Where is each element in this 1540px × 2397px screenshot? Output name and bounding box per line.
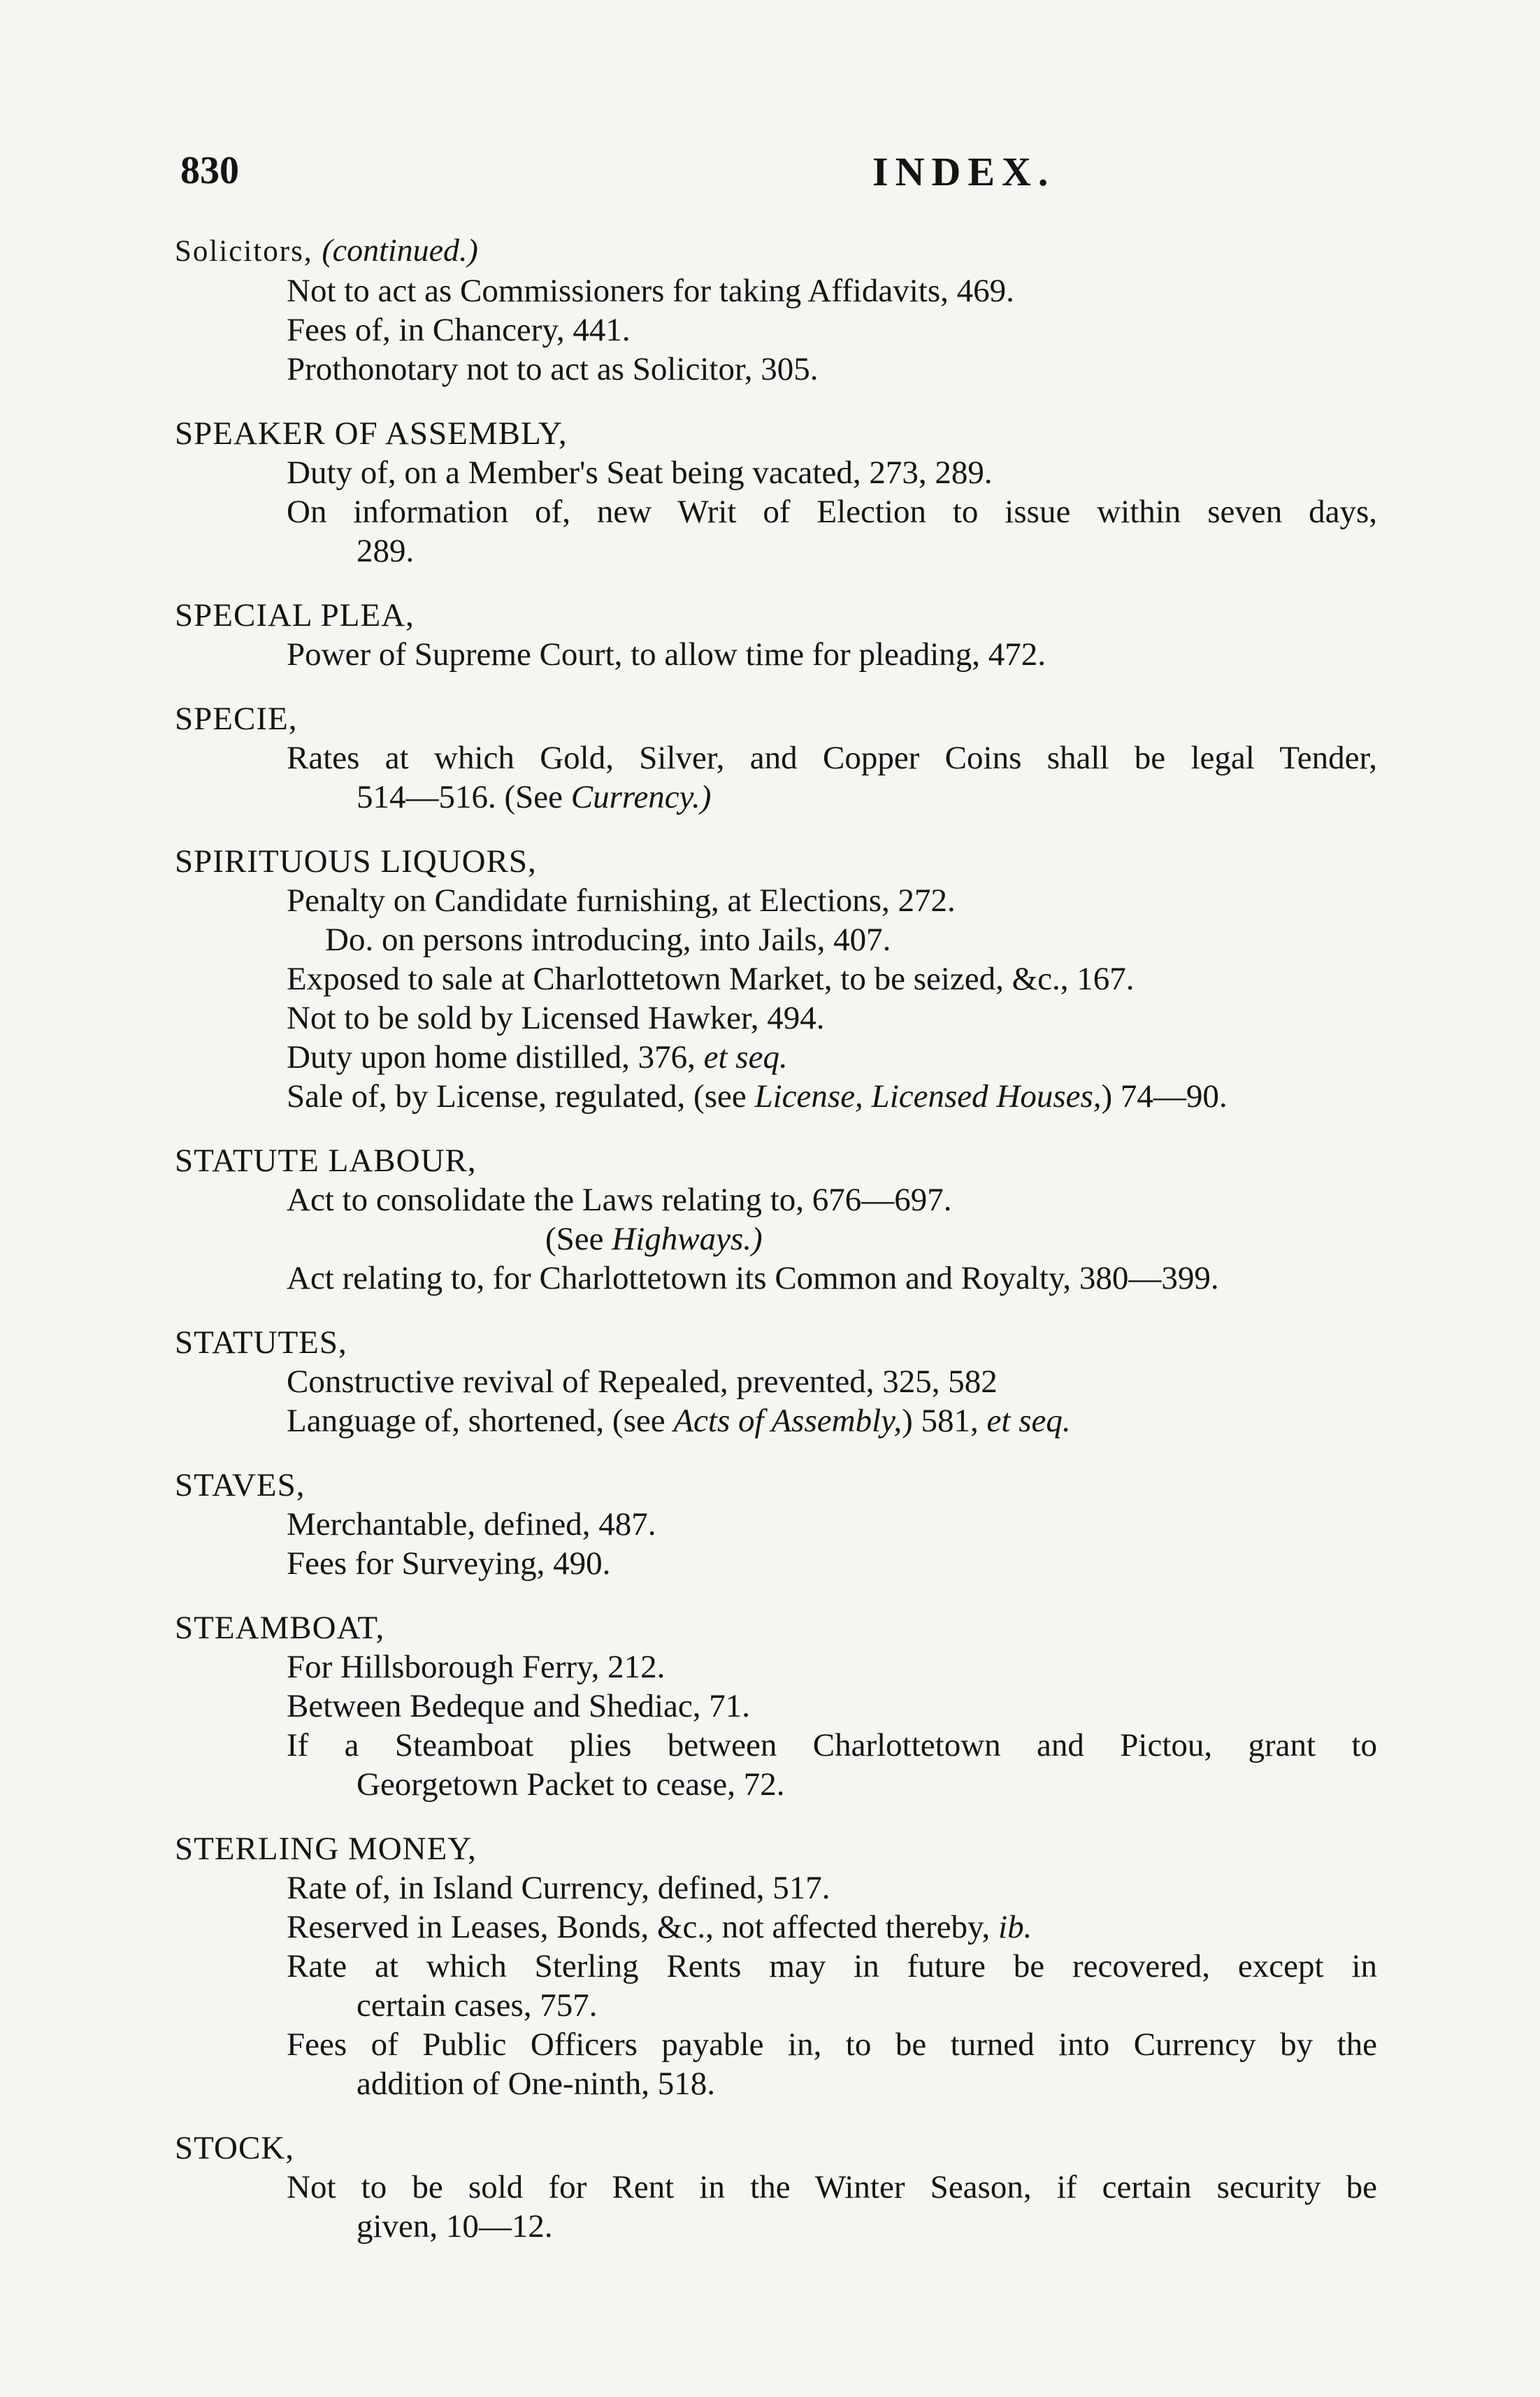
index-entry-statute-labour xyxy=(175,1141,1391,1298)
index-entry-solicitors xyxy=(175,231,1391,389)
entry-line xyxy=(175,1401,1391,1440)
entry-heading: SPECIE, xyxy=(175,701,298,737)
entry-line: Penalty on Candidate furnishing, at Elections, 272. xyxy=(287,882,956,919)
index-entry-sterling-money xyxy=(175,1829,1391,2103)
index-entry-specie xyxy=(175,699,1391,817)
entry-heading: SPIRITUOUS LIQUORS, xyxy=(175,843,537,880)
entry-line-continuation: Georgetown Packet to cease, 72. xyxy=(357,1766,785,1803)
page-number: 830 xyxy=(180,149,239,192)
entry-line-continuation: certain cases, 757. xyxy=(357,1987,598,2024)
entry-line: Rate at which Sterling Rents may in future be recovered, except in xyxy=(287,1948,1377,1984)
index-entry-speaker xyxy=(175,414,1391,571)
entry-line: Fees for Surveying, 490. xyxy=(287,1545,611,1582)
entry-line: Constructive revival of Repealed, prevented, 325, 582 xyxy=(287,1364,998,1400)
line-text: Reserved in Leases, Bonds, &c., not affected thereby, xyxy=(287,1909,991,1945)
et-seq: et seq. xyxy=(703,1039,788,1075)
entry-line: If a Steamboat plies between Charlottetown and Pictou, grant to xyxy=(287,1727,1377,1763)
line-text: Language of, shortened, (see xyxy=(287,1403,665,1439)
entry-heading: STERLING MONEY, xyxy=(175,1831,477,1867)
line-text: (See xyxy=(545,1221,604,1257)
cross-reference: License, Licensed Houses, xyxy=(754,1078,1102,1115)
line-text: 514—516. (See xyxy=(357,779,563,815)
cross-reference: Acts of Assembly, xyxy=(673,1403,902,1439)
entry-line: Act to consolidate the Laws relating to, 676—697. xyxy=(287,1182,952,1218)
entry-line: Fees of, in Chancery, 441. xyxy=(287,312,631,348)
entry-heading: STATUTE LABOUR, xyxy=(175,1143,477,1179)
cross-reference: Highways.) xyxy=(612,1221,763,1257)
entry-line xyxy=(175,1219,1391,1259)
entry-line: Do. on persons introducing, into Jails, 407. xyxy=(325,922,891,958)
entry-heading xyxy=(175,231,1391,271)
entry-line: Not to act as Commissioners for taking Affidavits, 469. xyxy=(287,273,1014,309)
heading-continued: (continued.) xyxy=(322,232,478,268)
index-entry-special-plea xyxy=(175,596,1391,674)
entry-line xyxy=(175,1038,1391,1077)
index-entry-steamboat xyxy=(175,1608,1391,1804)
ibid: ib. xyxy=(998,1909,1032,1945)
entry-heading: SPEAKER OF ASSEMBLY, xyxy=(175,415,568,452)
entry-line-continuation: 289. xyxy=(357,533,415,569)
index-entry-staves xyxy=(175,1466,1391,1583)
entry-line: Merchantable, defined, 487. xyxy=(287,1506,656,1543)
entry-heading: SPECIAL PLEA, xyxy=(175,597,415,634)
entry-line xyxy=(175,1077,1391,1116)
entry-heading: STOCK, xyxy=(175,2130,294,2166)
entry-line: Rate of, in Island Currency, defined, 517. xyxy=(287,1870,830,1906)
entry-line xyxy=(175,1908,1391,1947)
entry-line-continuation: addition of One-ninth, 518. xyxy=(357,2066,716,2102)
line-text: Duty upon home distilled, 376, xyxy=(287,1039,696,1075)
running-title: INDEX. xyxy=(872,149,1056,194)
cross-reference: Currency.) xyxy=(570,779,712,815)
entry-line: Exposed to sale at Charlottetown Market, to be seized, &c., 167. xyxy=(287,961,1135,997)
entry-line: Rates at which Gold, Silver, and Copper Coins shall be legal Tender, xyxy=(287,740,1377,776)
entry-line: Not to be sold by Licensed Hawker, 494. xyxy=(287,1000,825,1036)
entry-heading: STATUTES, xyxy=(175,1324,347,1361)
entry-line: Fees of Public Officers payable in, to be turned into Currency by the xyxy=(287,2026,1377,2063)
entry-line: On information of, new Writ of Election to issue within seven days, xyxy=(287,494,1377,530)
et-seq: et seq. xyxy=(986,1403,1071,1439)
line-text: ) 74—90. xyxy=(1101,1078,1228,1115)
entry-line: Between Bedeque and Shediac, 71. xyxy=(287,1688,751,1724)
entry-line: Not to be sold for Rent in the Winter Season, if certain security be xyxy=(287,2169,1377,2205)
entry-line: Duty of, on a Member's Seat being vacated, 273, 289. xyxy=(287,455,993,491)
index-entries xyxy=(175,231,1391,2271)
entry-heading: STAVES, xyxy=(175,1467,305,1503)
index-entry-stock xyxy=(175,2128,1391,2246)
line-text: ) 581, xyxy=(902,1403,979,1439)
line-text: Sale of, by License, regulated, (see xyxy=(287,1078,747,1115)
entry-line-continuation: given, 10—12. xyxy=(357,2208,553,2245)
entry-line: Act relating to, for Charlottetown its Common and Royalty, 380—399. xyxy=(287,1260,1219,1296)
entry-line-continuation xyxy=(175,778,1391,817)
index-entry-statutes xyxy=(175,1323,1391,1440)
page-header xyxy=(180,148,1383,204)
entry-line: Power of Supreme Court, to allow time for pleading, 472. xyxy=(287,636,1046,673)
entry-line: For Hillsborough Ferry, 212. xyxy=(287,1649,665,1685)
index-entry-spirituous-liquors xyxy=(175,842,1391,1116)
entry-heading: STEAMBOAT, xyxy=(175,1610,385,1646)
entry-line: Prothonotary not to act as Solicitor, 305. xyxy=(287,351,819,387)
heading-text: Solicitors, xyxy=(175,235,313,268)
